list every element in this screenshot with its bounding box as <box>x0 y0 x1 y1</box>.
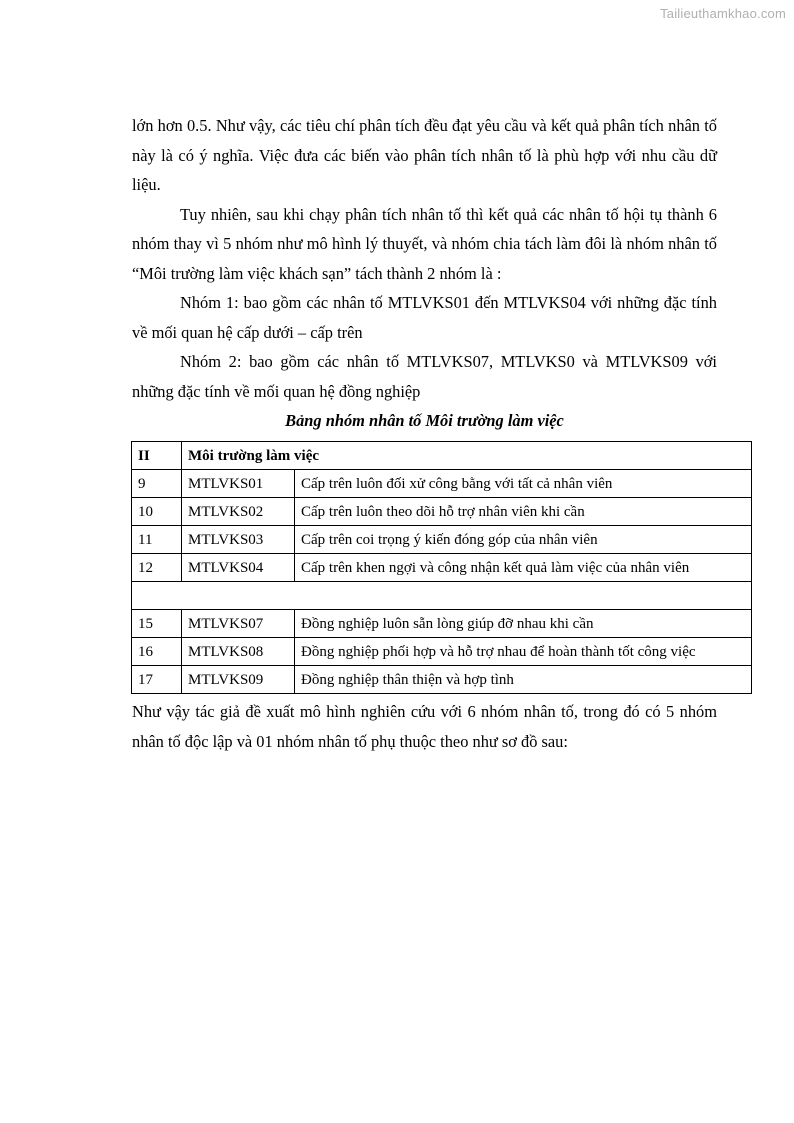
row-number: 11 <box>132 526 182 554</box>
row-code: MTLVKS02 <box>182 498 295 526</box>
row-code: MTLVKS09 <box>182 666 295 694</box>
table-row <box>132 526 752 554</box>
conclusion-block <box>132 697 717 756</box>
paragraph-group-1: Nhóm 1: bao gồm các nhân tố MTLVKS01 đến MTLVKS04 với những đặc tính về mối quan hệ cấp dưới – cấp trên <box>132 293 717 342</box>
header-number: II <box>132 442 182 470</box>
table-row <box>132 554 752 582</box>
paragraph-2: Tuy nhiên, sau khi chạy phân tích nhân tố thì kết quả các nhân tố hội tụ thành 6 nhóm thay vì 5 nhóm như mô hình lý thuyết, và nhóm chia tách làm đôi là nhóm nhân tố “Môi trường làm việc khách sạn” tách thành 2 nhóm là : <box>132 204 717 283</box>
row-description: Cấp trên luôn đối xử công bằng với tất cả nhân viên <box>295 470 752 498</box>
row-description: Đồng nghiệp luôn sẵn lòng giúp đỡ nhau khi cần <box>295 610 752 638</box>
header-title: Môi trường làm việc <box>182 442 752 470</box>
row-number: 17 <box>132 666 182 694</box>
table-row <box>132 498 752 526</box>
table-header-row <box>132 442 752 470</box>
table-row <box>132 638 752 666</box>
row-number: 10 <box>132 498 182 526</box>
row-description: Cấp trên khen ngợi và công nhận kết quả làm việc của nhân viên <box>295 554 752 582</box>
row-description: Cấp trên luôn theo dõi hỗ trợ nhân viên khi cần <box>295 498 752 526</box>
row-number: 9 <box>132 470 182 498</box>
row-code: MTLVKS08 <box>182 638 295 666</box>
table-separator-row <box>132 582 752 610</box>
row-description: Cấp trên coi trọng ý kiến đóng góp của nhân viên <box>295 526 752 554</box>
row-number: 15 <box>132 610 182 638</box>
row-code: MTLVKS01 <box>182 470 295 498</box>
watermark: Tailieuthamkhao.com <box>660 6 786 21</box>
row-description: Đồng nghiệp thân thiện và hợp tình <box>295 666 752 694</box>
document-body <box>132 111 717 434</box>
paragraph-1: lớn hơn 0.5. Như vậy, các tiêu chí phân tích đều đạt yêu cầu và kết quả phân tích nhân tố này là có ý nghĩa. Việc đưa các biến vào phân tích nhân tố là phù hợp với nhu cầu dữ liệu. <box>132 116 717 194</box>
row-number: 16 <box>132 638 182 666</box>
table-row <box>132 666 752 694</box>
row-code: MTLVKS03 <box>182 526 295 554</box>
paragraph-group-2: Nhóm 2: bao gồm các nhân tố MTLVKS07, MTLVKS0 và MTLVKS09 với những đặc tính về mối quan hệ đồng nghiệp <box>132 352 717 401</box>
row-description: Đồng nghiệp phối hợp và hỗ trợ nhau để hoàn thành tốt công việc <box>295 638 752 666</box>
empty-separator-cell <box>132 582 752 610</box>
row-number: 12 <box>132 554 182 582</box>
row-code: MTLVKS07 <box>182 610 295 638</box>
paragraph-conclusion: Như vậy tác giả đề xuất mô hình nghiên cứu với 6 nhóm nhân tố, trong đó có 5 nhóm nhân tố độc lập và 01 nhóm nhân tố phụ thuộc theo như sơ đồ sau: <box>132 702 717 751</box>
table-row <box>132 470 752 498</box>
table-row <box>132 610 752 638</box>
row-code: MTLVKS04 <box>182 554 295 582</box>
table-caption: Bảng nhóm nhân tố Môi trường làm việc <box>285 411 564 430</box>
factor-group-table <box>131 441 752 694</box>
